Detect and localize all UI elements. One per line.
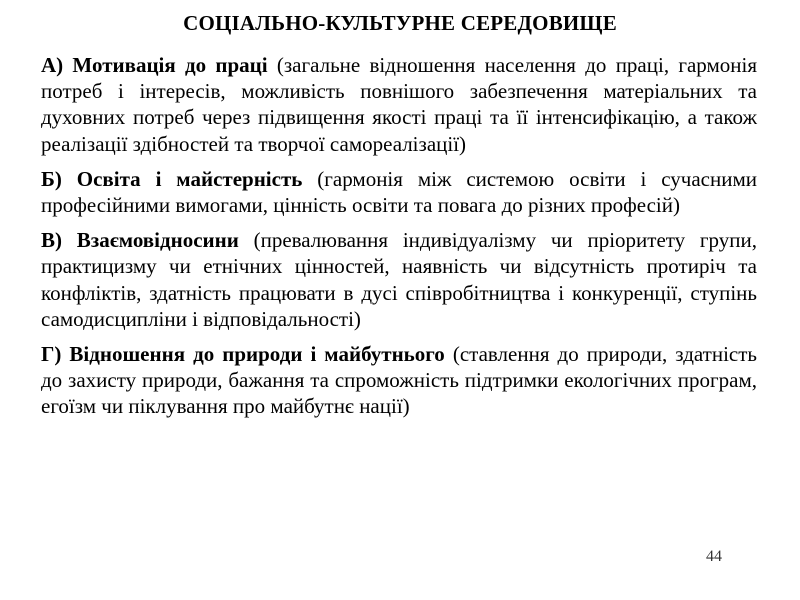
slide-content — [41, 52, 757, 429]
paragraph-label: В) Взаємовідносини — [41, 228, 239, 253]
paragraph-nature-future — [41, 341, 757, 420]
paragraph-education — [41, 166, 757, 218]
paragraph-text: (гармонія між системою освіти і сучасними професійними вимогами, цінність освіти та повага до різних професій) — [41, 166, 757, 218]
paragraph-motivation — [41, 52, 757, 157]
paragraph-relations — [41, 227, 757, 332]
paragraph-text: (превалювання індивідуалізму чи пріоритету групи, практицизму чи етнічних цінностей, наявність чи відсутність протиріч та конфліктів, здатність працювати в дусі співробітництва і конкуренції, ступінь самодисципліни і відповідальності) — [41, 228, 757, 331]
page-number: 44 — [706, 548, 722, 565]
paragraph-label: А) Мотивація до праці — [41, 53, 268, 77]
paragraph-text: (загальне відношення населення до праці, гармонія потреб і інтересів, можливість повнішого забезпечення матеріальних та духовних потреб через підвищення якості праці та її інтенсифікацію, а також реалізації здібностей та творчої самореалізації) — [41, 53, 757, 156]
paragraph-text: (ставлення до природи, здатність до захисту природи, бажання та спроможність підтримки екологічних програм, егоїзм чи піклування про майбутнє нації) — [41, 342, 758, 419]
paragraph-label: Г) Відношення до природи і майбутнього — [41, 342, 445, 367]
slide-title: СОЦІАЛЬНО-КУЛЬТУРНЕ СЕРЕДОВИЩЕ — [183, 11, 617, 35]
paragraph-label: Б) Освіта і майстерність — [41, 166, 303, 191]
